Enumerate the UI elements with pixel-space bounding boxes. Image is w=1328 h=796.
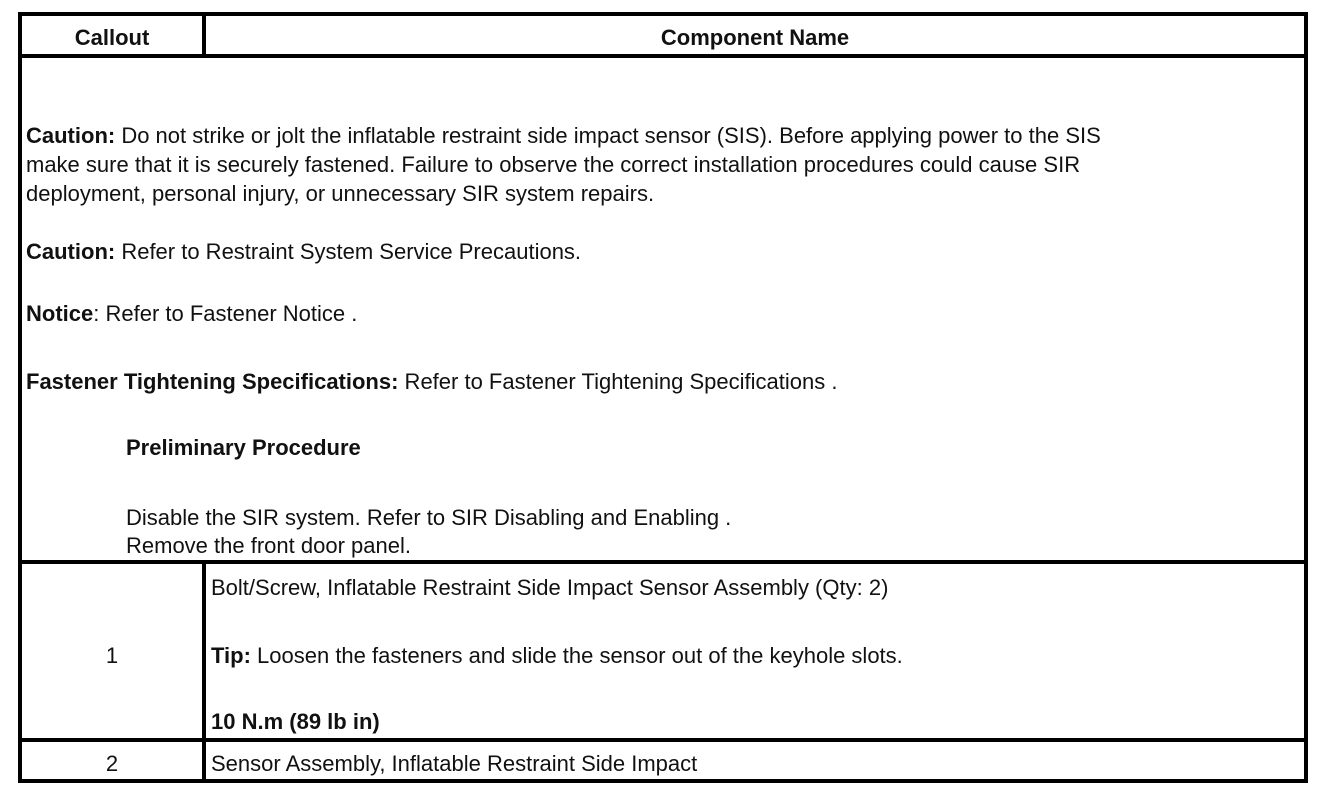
caution-note-2 xyxy=(26,238,581,266)
tip-label: Tip: xyxy=(211,643,251,668)
notes-bottom-rule xyxy=(22,560,1304,564)
fastener-spec-note xyxy=(26,368,837,396)
fastener-spec-label: Fastener Tightening Specifications: xyxy=(26,369,399,394)
header-divider xyxy=(202,16,206,56)
row-component-name: Bolt/Screw, Inflatable Restraint Side Impact Sensor Assembly (Qty: 2) xyxy=(211,575,889,600)
row-component-name: Sensor Assembly, Inflatable Restraint Side Impact xyxy=(211,751,698,776)
row-1-divider xyxy=(202,560,206,740)
caution-text: Refer to Restraint System Service Precautions. xyxy=(115,239,582,264)
tip-text: Loosen the fasteners and slide the sensor out of the keyhole slots. xyxy=(250,643,903,668)
component-table xyxy=(18,12,1308,783)
row-1-bottom-rule xyxy=(22,738,1304,742)
callout-header: Callout xyxy=(74,25,150,50)
row-callout: 1 xyxy=(105,643,119,668)
procedure-step-2: Remove the front door panel. xyxy=(126,533,411,558)
caution-text: Do not strike or jolt the inflatable restraint side impact sensor (SIS). Before applying power to the SIS xyxy=(115,123,1101,148)
caution-label: Caution: xyxy=(26,123,116,148)
caution-text: deployment, personal injury, or unnecessary SIR system repairs. xyxy=(26,181,655,206)
row-torque-spec: 10 N.m (89 lb in) xyxy=(211,709,380,734)
header-bottom-rule xyxy=(22,54,1304,58)
row-2-divider xyxy=(202,738,206,783)
fastener-spec-text: Refer to Fastener Tightening Specifications . xyxy=(398,369,838,394)
notice-text: : Refer to Fastener Notice . xyxy=(93,301,358,326)
caution-label: Caution: xyxy=(26,239,116,264)
procedure-step-1: Disable the SIR system. Refer to SIR Disabling and Enabling . xyxy=(126,505,732,530)
component-name-header: Component Name xyxy=(660,25,850,50)
caution-text: make sure that it is securely fastened. Failure to observe the correct installation procedures could cause SIR xyxy=(26,152,1081,177)
notice-label: Notice xyxy=(26,301,94,326)
row-callout: 2 xyxy=(105,751,119,776)
notice-note xyxy=(26,300,357,328)
preliminary-procedure-title: Preliminary Procedure xyxy=(126,435,361,460)
row-tip xyxy=(211,642,903,670)
